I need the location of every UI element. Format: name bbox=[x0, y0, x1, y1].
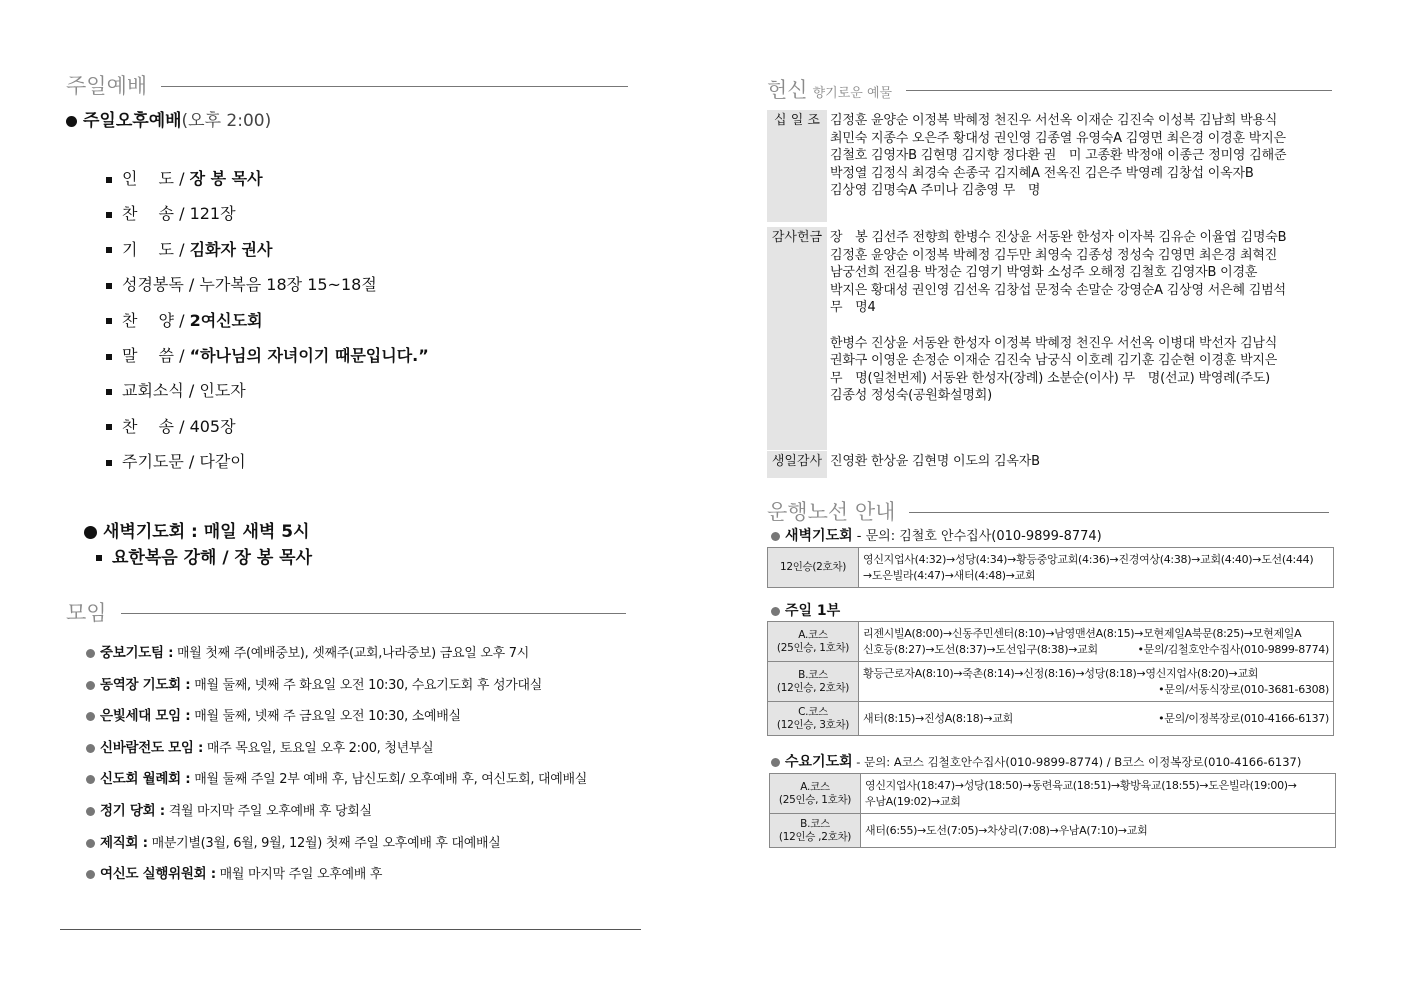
meetings-section-header bbox=[66, 597, 626, 627]
bus-route-row bbox=[770, 814, 1336, 848]
bus-route-line bbox=[865, 823, 1331, 839]
meeting-desc: 격월 마지막 주일 오후예배 후 당회실 bbox=[164, 804, 372, 819]
wednesday-bus-info: - 문의: A코스 김철호안수집사(010-9899-8774) / B코스 이정복장로(010-4166-6137) bbox=[852, 755, 1302, 769]
meeting-name: 동역장 기도회 : bbox=[100, 676, 191, 693]
bus-route-line-text: 신호등(8:27)→도선(8:37)→도선입구(8:38)→교회 bbox=[863, 642, 1098, 656]
order-item-value: 405장 bbox=[189, 416, 236, 436]
bullet-icon bbox=[86, 681, 95, 690]
offering-names: 김정훈 윤양순 이정복 박혜정 천진우 서선옥 이재순 김진숙 이성복 김남희 박용식 최민숙 지종수 오은주 황대성 권인영 김종열 유영숙A 김영면 최은경 이경훈 박지은 김철호 김영자B 김현명 김지향 정다환 권 미 고종환 박정애 이종근 정미영 김해준 박정열 김정식 최경숙 손종국 김지혜A 전옥진 김은주 박영례 김창섭 이옥자B 김상영 김명숙A 주미나 김충영 무 명 bbox=[830, 113, 1287, 199]
offering-names: 진영환 한상윤 김현명 이도의 김옥자B bbox=[830, 454, 1040, 469]
bullet-icon bbox=[86, 839, 95, 848]
wednesday-bus-title: 수요기도회 bbox=[785, 754, 853, 770]
order-item-label: 찬 송 / bbox=[122, 416, 190, 436]
bus-route-label: A.코스 (25인승, 1호차) bbox=[768, 622, 859, 662]
order-item-value: “하나님의 자녀이기 때문입니다.” bbox=[189, 346, 429, 365]
meeting-name: 제직회 : bbox=[100, 834, 148, 851]
bullet-icon bbox=[86, 712, 95, 721]
bus-route-line bbox=[863, 552, 1329, 568]
bus-section-header bbox=[767, 496, 1329, 526]
bus-route-label: 12인승(2호차) bbox=[768, 548, 859, 588]
bus-route-label: B.코스 (12인승, 2호차) bbox=[768, 662, 859, 702]
meeting-name: 은빛세대 모임 : bbox=[100, 708, 191, 725]
dawn-bus-table bbox=[767, 547, 1334, 588]
order-item bbox=[106, 308, 263, 331]
order-item-value: 누가복음 18장 15~18절 bbox=[199, 275, 377, 295]
square-bullet-icon bbox=[106, 424, 112, 430]
bus-route-line bbox=[863, 568, 1329, 584]
order-item bbox=[106, 343, 429, 366]
square-bullet-icon bbox=[106, 354, 112, 360]
meeting-name: 여신도 실행위원회 : bbox=[100, 866, 216, 883]
offering-row-thanks bbox=[767, 227, 1342, 450]
meeting-name: 신도회 월례회 : bbox=[100, 771, 191, 788]
meeting-item bbox=[86, 799, 372, 819]
order-item bbox=[106, 166, 263, 189]
service-name: 주일오후예배 bbox=[83, 111, 182, 131]
bus-route-row bbox=[768, 548, 1334, 588]
bus-route-row bbox=[768, 662, 1334, 702]
bus-route-row bbox=[770, 774, 1336, 814]
bullet-icon bbox=[84, 526, 97, 539]
bus-section-title: 운행노선 안내 bbox=[767, 500, 896, 524]
square-bullet-icon bbox=[106, 318, 112, 324]
bus-route-stops bbox=[859, 622, 1334, 662]
order-item bbox=[106, 449, 246, 472]
order-item-label: 찬 양 / bbox=[122, 310, 190, 330]
order-item-value: 김화자 권사 bbox=[189, 239, 273, 259]
bus-route-stops bbox=[859, 702, 1334, 736]
bus-route-line bbox=[863, 711, 1329, 727]
dawn-prayer-detail-row bbox=[96, 543, 312, 568]
bus-route-contact: •문의/이정복장로(010-4166-6137) bbox=[1158, 711, 1329, 725]
offering-label: 십 일 조 bbox=[767, 110, 827, 222]
order-item-label: 기 도 / bbox=[122, 239, 190, 259]
sunday-bus-title: 주일 1부 bbox=[785, 603, 841, 619]
order-item bbox=[106, 237, 272, 260]
order-item bbox=[106, 272, 377, 295]
bottom-divider bbox=[60, 929, 641, 930]
bullet-icon bbox=[86, 744, 95, 753]
bullet-icon bbox=[66, 116, 77, 127]
dawn-bus-heading bbox=[771, 525, 1102, 545]
meeting-desc: 매월 마지막 주일 오후예배 후 bbox=[215, 867, 383, 883]
bus-route-line-text: 영신지업사(4:32)→성당(4:34)→황등중앙교회(4:36)→진경여상(4:38)→교회(4:40)→도선(4:44) bbox=[863, 552, 1314, 566]
bus-route-line-text: 리젠시빌A(8:00)→신동주민센터(8:10)→남영맨션A(8:15)→모현제일A북문(8:25)→모현제일A bbox=[863, 626, 1302, 640]
offering-section-header bbox=[767, 74, 1332, 104]
square-bullet-icon bbox=[106, 460, 112, 466]
bus-route-label: B.코스 (12인승 ,2호차) bbox=[770, 814, 861, 848]
meeting-item bbox=[86, 736, 433, 756]
bus-route-contact: •문의/김철호안수집사(010-9899-8774) bbox=[1137, 642, 1329, 656]
order-item-value: 인도자 bbox=[199, 381, 246, 401]
order-item-label: 성경봉독 / bbox=[122, 275, 200, 295]
bus-route-line-text: 새터(8:15)→진성A(8:18)→교회 bbox=[863, 711, 1013, 725]
bullet-icon bbox=[86, 807, 95, 816]
meeting-desc: 매월 둘째 주일 2부 예배 후, 남신도회/ 오후예배 후, 여신도회, 대예배실 bbox=[190, 772, 588, 788]
meeting-item bbox=[86, 704, 461, 724]
square-bullet-icon bbox=[106, 389, 112, 395]
section-divider bbox=[161, 86, 628, 87]
bullet-icon bbox=[86, 649, 95, 658]
bus-route-line bbox=[863, 626, 1329, 642]
meetings-section-title: 모임 bbox=[66, 601, 107, 625]
meeting-desc: 매월 둘째, 넷째 주 화요일 오전 10:30, 수요기도회 후 성가대실 bbox=[190, 677, 542, 693]
order-item bbox=[106, 414, 236, 437]
offering-label: 감사헌금 bbox=[767, 227, 827, 450]
order-item-label: 인 도 / bbox=[122, 169, 190, 188]
order-item-label: 찬 송 / bbox=[122, 204, 190, 224]
offering-section-subtitle: 향기로운 예물 bbox=[812, 85, 893, 101]
offering-names: 장 봉 김선주 전향희 한병수 진상윤 서동완 한성자 이자복 김유순 이율엽 김명숙B 김정훈 윤양순 이정복 박혜정 김두만 최영숙 김종성 정성숙 김영면 최은경 최혁진 남궁선희 전길용 박정순 김영기 박영화 소성주 오해정 김철호 김영자B 이경훈 박지은 황대성 권인영 김선옥 김창섭 문정숙 손말순 강영순A 김상영 서은혜 김범석 무 명4 한병수 진상윤 서동완 한성자 이정복 박혜정 천진우 서선옥 이병대 박선자 김남식 권화구 이영운 손정순 이재순 김진숙 남궁식 이호례 김기훈 김순현 이경훈 박지은 무 명(일천번제) 서동완 한성자(장례) 소분순(이사) 무 명(선교) 박영례(주도) 김종성 정성숙(공원화설명회) bbox=[830, 230, 1287, 404]
meeting-desc: 매월 둘째, 넷째 주 금요일 오전 10:30, 소예배실 bbox=[190, 709, 461, 725]
sunday-bus-heading bbox=[771, 600, 840, 620]
offering-label: 생일감사 bbox=[767, 451, 827, 478]
meeting-item bbox=[86, 673, 542, 693]
dawn-prayer-heading bbox=[84, 517, 310, 542]
bus-route-row bbox=[768, 622, 1334, 662]
order-item bbox=[106, 378, 246, 401]
offering-section-title: 헌신 bbox=[767, 78, 808, 102]
order-item-value: 장 봉 목사 bbox=[189, 169, 263, 188]
dawn-bus-info: - 문의: 김철호 안수집사(010-9899-8774) bbox=[852, 529, 1102, 544]
square-bullet-icon bbox=[106, 283, 112, 289]
order-item-label: 교회소식 / bbox=[122, 381, 200, 401]
order-item bbox=[106, 201, 236, 224]
wednesday-bus-table bbox=[769, 773, 1336, 848]
meeting-name: 중보기도팀 : bbox=[100, 645, 174, 661]
bus-route-line bbox=[865, 778, 1331, 794]
bus-route-row bbox=[768, 702, 1334, 736]
worship-section-header bbox=[66, 70, 628, 100]
bus-route-line bbox=[865, 794, 1331, 810]
meeting-item bbox=[86, 767, 587, 787]
section-divider bbox=[909, 512, 1329, 513]
dawn-bus-title: 새벽기도회 bbox=[785, 528, 853, 544]
bus-route-line-text: →도은빌라(4:47)→새터(4:48)→교회 bbox=[863, 568, 1036, 582]
offering-row-birthday bbox=[767, 451, 1342, 478]
dawn-prayer-title: 새벽기도회 : 매일 새벽 5시 bbox=[103, 522, 310, 542]
meeting-desc: 매분기별(3월, 6월, 9월, 12월) 첫째 주일 오후예배 후 대예배실 bbox=[147, 835, 501, 851]
meeting-name: 신바람전도 모임 : bbox=[100, 739, 204, 756]
bus-route-line-text: 황등근로자A(8:10)→죽촌(8:14)→신정(8:16)→성당(8:18)→영신지업사(8:20)→교회 bbox=[863, 666, 1259, 680]
worship-section-title: 주일예배 bbox=[66, 74, 148, 98]
service-time: (오후 2:00) bbox=[181, 111, 272, 131]
bullet-icon bbox=[86, 775, 95, 784]
square-bullet-icon bbox=[106, 247, 112, 253]
dawn-prayer-detail: 요한복음 강해 / 장 봉 목사 bbox=[112, 548, 313, 568]
meeting-desc: 매주 목요일, 토요일 오후 2:00, 청년부실 bbox=[203, 740, 434, 756]
square-bullet-icon bbox=[96, 555, 102, 561]
square-bullet-icon bbox=[106, 212, 112, 218]
bus-route-stops bbox=[861, 774, 1336, 814]
order-item-value: 121장 bbox=[189, 204, 236, 224]
section-divider bbox=[906, 90, 1332, 91]
bus-route-line bbox=[863, 642, 1329, 658]
meeting-item bbox=[86, 641, 529, 661]
bullet-icon bbox=[771, 758, 780, 767]
bus-route-line-text: 우남A(19:02)→교회 bbox=[865, 794, 961, 808]
bus-route-contact: •문의/서동식장로(010-3681-6308) bbox=[1158, 682, 1329, 696]
order-item-label: 말 씀 / bbox=[122, 346, 190, 365]
bus-route-stops bbox=[859, 548, 1334, 588]
meeting-name: 정기 당회 : bbox=[100, 803, 165, 819]
bullet-icon bbox=[86, 870, 95, 879]
square-bullet-icon bbox=[106, 177, 112, 183]
meeting-desc: 매월 첫째 주(예배중보), 셋째주(교회,나라중보) 금요일 오후 7시 bbox=[173, 646, 529, 661]
service-heading bbox=[66, 106, 271, 131]
order-item-value: 다같이 bbox=[199, 452, 246, 472]
section-divider bbox=[121, 613, 626, 614]
offering-row-tithe bbox=[767, 110, 1342, 222]
bus-route-line bbox=[863, 666, 1329, 682]
meeting-item bbox=[86, 862, 382, 882]
order-item-value: 2여신도회 bbox=[189, 310, 263, 330]
bullet-icon bbox=[771, 607, 780, 616]
bus-route-stops bbox=[861, 814, 1336, 848]
bus-route-line-text: 영신지업사(18:47)→성당(18:50)→동련육교(18:51)→황방육교(18:55)→도은빌라(19:00)→ bbox=[865, 778, 1297, 792]
bullet-icon bbox=[771, 532, 780, 541]
meeting-item bbox=[86, 831, 501, 851]
bus-route-stops bbox=[859, 662, 1334, 702]
bus-route-line-text: 새터(6:55)→도선(7:05)→차상리(7:08)→우남A(7:10)→교회 bbox=[865, 823, 1148, 837]
sunday-bus-table bbox=[767, 621, 1334, 736]
wednesday-bus-heading bbox=[771, 751, 1301, 771]
bus-route-label: A.코스 (25인승, 1호차) bbox=[770, 774, 861, 814]
bus-route-label: C.코스 (12인승, 3호차) bbox=[768, 702, 859, 736]
order-item-label: 주기도문 / bbox=[122, 452, 200, 472]
